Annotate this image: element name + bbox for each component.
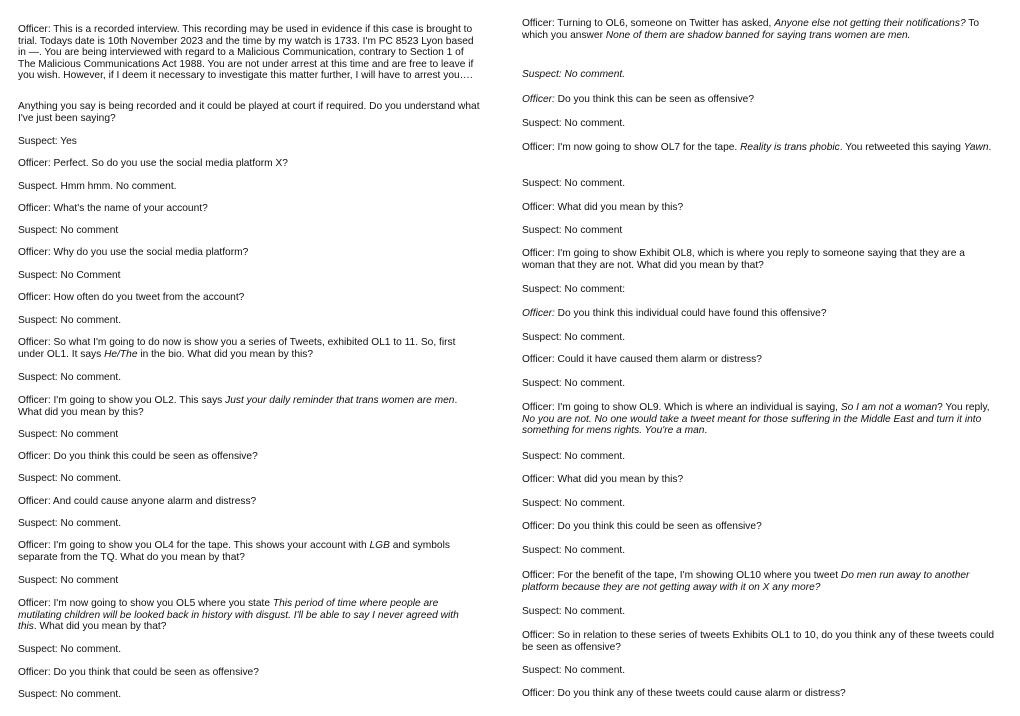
quoted-tweet-text: Suspect: No comment. xyxy=(522,69,626,80)
dialogue-text: Suspect: No comment xyxy=(18,575,119,586)
dialogue-text: Officer: Why do you use the social media platform? xyxy=(18,247,249,258)
transcript-paragraph xyxy=(18,372,480,384)
transcript-paragraph xyxy=(18,429,480,441)
dialogue-text: Suspect: No comment. xyxy=(522,451,626,462)
dialogue-text: in the bio. What did you mean by this? xyxy=(137,348,314,360)
dialogue-text: Suspect: No comment: xyxy=(522,284,626,295)
quoted-tweet-text: Yawn xyxy=(963,142,989,153)
transcript-paragraph xyxy=(522,18,1000,41)
quoted-tweet-text: So I am not a woman xyxy=(840,402,938,413)
quoted-tweet-text: This period of time where people are mutilating children will be looked back in history with disgust. I'll be able to say I never agreed with this xyxy=(18,598,459,633)
quoted-tweet-text: Reality is trans phobic xyxy=(740,142,840,153)
transcript-paragraph xyxy=(18,598,480,633)
dialogue-text: Officer: Could it have caused them alarm or distress? xyxy=(522,354,762,365)
quoted-tweet-text: Officer: xyxy=(522,308,555,319)
dialogue-text: Officer: I'm going to show you OL4 for the tape. This shows your account with xyxy=(18,540,370,551)
dialogue-text: . xyxy=(704,425,708,437)
dialogue-text: Officer: I'm going to show OL9. Which is where an individual is saying, xyxy=(522,402,841,413)
quoted-tweet-text: LGB xyxy=(369,540,390,551)
transcript-paragraph xyxy=(18,644,480,656)
dialogue-text: Officer: This is a recorded interview. This recording may be used in evidence if this case is brought to trial. Todays date is 10th November 2023 and the time by my watch is 1733. I'm PC 8523 Lyon based in —. You are being interviewed with regard to a Malicious Communication, contrary to Section 1 of The Malicious Communications Act 1988. You are not under arrest at this time and are free to leave if you wish. However, if I deem it necessary to investigate this matter further, I will have to arrest you…. xyxy=(18,24,474,82)
dialogue-text: Suspect: No comment. xyxy=(522,332,626,343)
transcript-paragraph xyxy=(18,496,480,508)
dialogue-text: Suspect: No comment. xyxy=(522,545,626,556)
transcript-paragraph xyxy=(522,354,1000,366)
transcript-paragraph xyxy=(522,545,1000,557)
transcript-paragraph xyxy=(18,270,480,282)
dialogue-text: Suspect: No comment. xyxy=(18,372,122,383)
dialogue-text: Suspect: Yes xyxy=(18,136,77,147)
dialogue-text: Suspect: No comment. xyxy=(18,689,122,700)
dialogue-text: Officer: And could cause anyone alarm and distress? xyxy=(18,496,257,507)
dialogue-text: Officer: Do you think that could be seen as offensive? xyxy=(18,667,259,678)
transcript-paragraph xyxy=(18,451,480,463)
transcript-paragraph xyxy=(522,178,1000,190)
dialogue-text: Officer: So in relation to these series of tweets Exhibits OL1 to 10, do you think any of these tweets could be seen as offensive? xyxy=(522,630,995,653)
transcript-paragraph xyxy=(18,395,480,418)
transcript-paragraph xyxy=(18,689,480,701)
dialogue-text: Suspect: No comment. xyxy=(522,606,626,617)
transcript-paragraph xyxy=(18,225,480,237)
quoted-tweet-text: Just your daily reminder that trans women are men xyxy=(225,395,455,406)
transcript-paragraph xyxy=(18,136,480,148)
dialogue-text: Suspect: No comment. xyxy=(522,665,626,676)
dialogue-text: . xyxy=(988,142,992,153)
dialogue-text: Suspect: No comment xyxy=(18,429,119,440)
dialogue-text: Officer: Turning to OL6, someone on Twitter has asked, xyxy=(522,18,775,29)
transcript-paragraph xyxy=(522,378,1000,390)
transcript-paragraph xyxy=(18,473,480,485)
transcript-paragraph xyxy=(18,518,480,530)
transcript-paragraph xyxy=(522,402,1000,437)
transcript-paragraph xyxy=(522,521,1000,533)
quoted-tweet-text: None of them are shadow banned for saying trans women are men. xyxy=(605,29,911,41)
transcript-paragraph xyxy=(522,451,1000,463)
dialogue-text: Suspect: No comment. xyxy=(18,644,122,655)
dialogue-text: Officer: What's the name of your account? xyxy=(18,203,208,214)
dialogue-text: Officer: I'm now going to show you OL5 where you state xyxy=(18,598,273,609)
dialogue-text: Suspect: No comment xyxy=(522,225,623,236)
dialogue-text: Officer: I'm going to show you OL2. This says xyxy=(18,395,226,406)
transcript-paragraph xyxy=(522,142,1000,154)
transcript-paragraph xyxy=(18,181,480,193)
dialogue-text: To which you answer xyxy=(522,18,980,41)
transcript-paragraph xyxy=(522,284,1000,296)
quoted-tweet-text: No you are not. No one would take a tweet meant for those suffering in the Middle East and turn it into something for mens rights. You're a man xyxy=(522,413,982,437)
transcript-paragraph xyxy=(18,292,480,304)
dialogue-text: Officer: Do you think any of these tweets could cause alarm or distress? xyxy=(522,688,846,699)
dialogue-text: . You retweeted this saying xyxy=(839,142,964,153)
dialogue-text: and symbols separate from the TQ. What do you mean by that? xyxy=(18,540,450,563)
quoted-tweet-text: Anyone else not getting their notifications? xyxy=(774,18,966,29)
quoted-tweet-text: Do men run away to another platform because they are not getting away with it on X any more? xyxy=(522,570,970,593)
transcript-paragraph xyxy=(522,69,1000,81)
transcript-paragraph xyxy=(522,688,1000,700)
dialogue-text: Suspect: No comment. xyxy=(18,315,122,326)
dialogue-text: Do you think this can be seen as offensive? xyxy=(554,94,755,105)
dialogue-text: Suspect: No comment xyxy=(18,225,119,236)
dialogue-text: Officer: Do you think this could be seen as offensive? xyxy=(522,521,762,532)
transcript-paragraph xyxy=(522,474,1000,486)
quoted-tweet-text: Officer: xyxy=(522,94,555,105)
dialogue-text: Suspect: No comment. xyxy=(18,473,122,484)
transcript-paragraph xyxy=(522,248,1000,271)
dialogue-text: Suspect: No comment. xyxy=(522,498,626,509)
transcript-paragraph xyxy=(18,158,480,170)
dialogue-text: Officer: What did you mean by this? xyxy=(522,202,684,213)
dialogue-text: Suspect: No comment. xyxy=(522,118,626,129)
transcript-paragraph xyxy=(18,337,480,360)
transcript-paragraph xyxy=(18,667,480,679)
dialogue-text: ? You reply, xyxy=(937,402,990,413)
transcript-paragraph xyxy=(522,308,1000,320)
transcript-paragraph xyxy=(522,225,1000,237)
dialogue-text: Officer: What did you mean by this? xyxy=(522,474,684,485)
transcript-paragraph xyxy=(18,24,480,82)
dialogue-text: Officer: Do you think this could be seen as offensive? xyxy=(18,451,258,462)
transcript-paragraph xyxy=(522,570,1000,593)
transcript-paragraph xyxy=(522,94,1000,106)
dialogue-text: Officer: Perfect. So do you use the social media platform X? xyxy=(18,158,288,169)
transcript-paragraph xyxy=(18,575,480,587)
transcript-paragraph xyxy=(522,498,1000,510)
transcript-paragraph xyxy=(18,247,480,259)
dialogue-text: Officer: I'm now going to show OL7 for the tape. xyxy=(522,142,741,153)
transcript-paragraph xyxy=(522,118,1000,130)
dialogue-text: Suspect: No comment. xyxy=(522,178,626,189)
dialogue-text: Officer: For the benefit of the tape, I'm showing OL10 where you tweet xyxy=(522,570,841,581)
transcript-paragraph xyxy=(522,202,1000,214)
dialogue-text: Suspect: No Comment xyxy=(18,270,121,281)
dialogue-text: Officer: So what I'm going to do now is show you a series of Tweets, exhibited OL1 to 11. So, first under OL1. It says xyxy=(18,337,456,360)
quoted-tweet-text: He/The xyxy=(104,348,138,360)
dialogue-text: Officer: I'm going to show Exhibit OL8, which is where you reply to someone saying that they are a woman that they are not. What did you mean by that? xyxy=(522,248,965,271)
dialogue-text: Officer: How often do you tweet from the account? xyxy=(18,292,245,303)
dialogue-text: Suspect. Hmm hmm. No comment. xyxy=(18,181,177,192)
dialogue-text: Suspect: No comment. xyxy=(522,378,626,389)
dialogue-text: Anything you say is being recorded and it could be played at court if required. Do you understand what I've just been saying? xyxy=(18,101,480,124)
transcript-paragraph xyxy=(18,101,480,124)
transcript-paragraph xyxy=(18,315,480,327)
transcript-paragraph xyxy=(522,630,1000,653)
transcript-paragraph xyxy=(522,665,1000,677)
transcript-paragraph xyxy=(522,606,1000,618)
transcript-paragraph xyxy=(18,540,480,563)
dialogue-text: . What did you mean by that? xyxy=(33,621,167,633)
dialogue-text: Suspect: No comment. xyxy=(18,518,122,529)
transcript-paragraph xyxy=(18,203,480,215)
transcript-paragraph xyxy=(522,332,1000,344)
dialogue-text: . What did you mean by this? xyxy=(18,395,458,418)
dialogue-text: Do you think this individual could have found this offensive? xyxy=(554,308,827,319)
